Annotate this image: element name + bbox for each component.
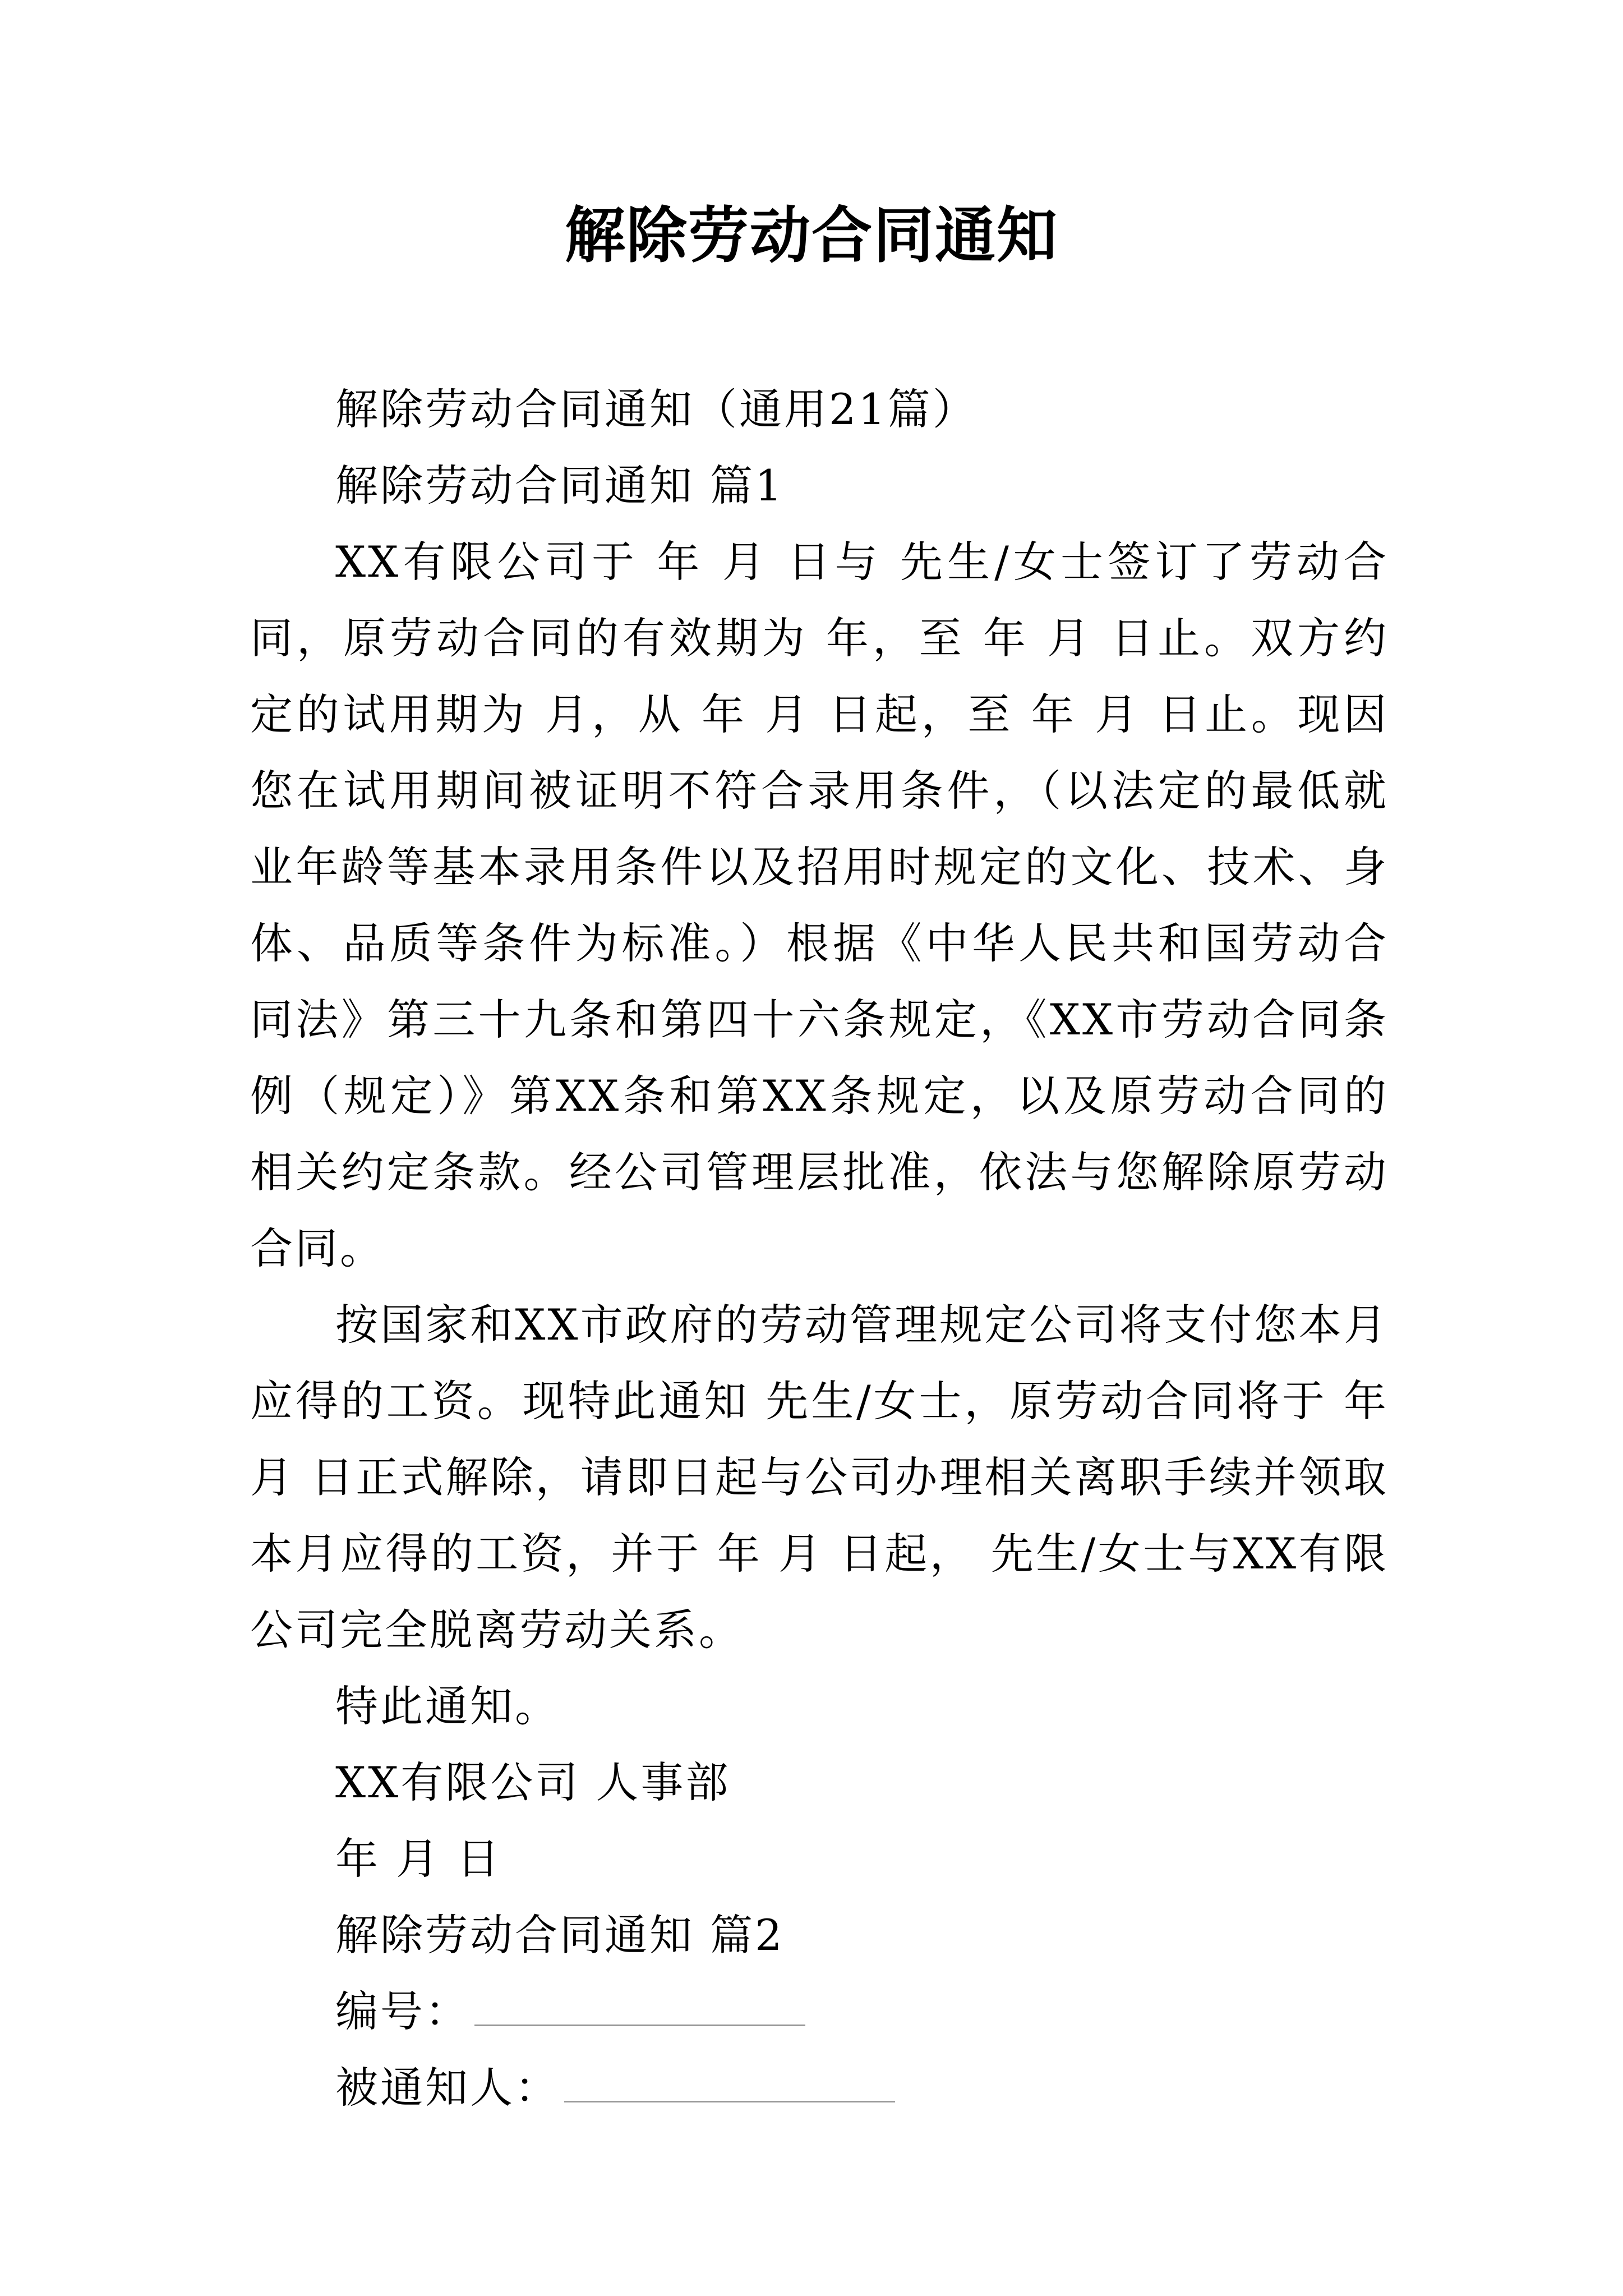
number-field-row (250, 1973, 1389, 2050)
section-heading-1: 解除劳动合同通知 篇1 (335, 461, 785, 510)
notified-label: 被通知人： (335, 2063, 560, 2113)
document-body (250, 371, 1389, 2126)
signature-date: 年 月 日 (335, 1834, 502, 1884)
paragraph-contract-termination: XX有限公司于 年 月 日与 先生/女士签订了劳动合同，原劳动合同的有效期为 年，至 年 月 日止。双方约定的试用期为 月，从 年 月 日起，至 年 月 日止。现因您在试用期间被证明不符合录用条件，（以法定的最低就业年龄等基本录用条件以及招用时规定的文化、技术、身体、品质等条件为标准。）根据《中华人民共和国劳动合同法》第三十九条和第四十六条规定，《XX市劳动合同条例（规定）》第XX条和第XX条规定，以及原劳动合同的相关约定条款。经公司管理层批准，依法与您解除原劳动合同。 (250, 537, 1389, 1273)
number-blank-line (474, 1991, 805, 2026)
notified-field-row (250, 2050, 1389, 2126)
number-label: 编号： (335, 1986, 470, 2036)
notified-blank-line (564, 2067, 895, 2102)
section-heading-2: 解除劳动合同通知 篇2 (335, 1910, 785, 1960)
subtitle-line: 解除劳动合同通知（通用21篇） (335, 384, 978, 434)
signature-department: XX有限公司 人事部 (335, 1757, 731, 1807)
document-title: 解除劳动合同通知 (564, 200, 1058, 271)
paragraph-wage-payment: 按国家和XX市政府的劳动管理规定公司将支付您本月应得的工资。现特此通知 先生/女士，原劳动合同将于 年 月 日正式解除，请即日起与公司办理相关离职手续并领取本月应得的工资，并于 年 月 日起， 先生/女士与XX有限公司完全脱离劳动关系。 (250, 1300, 1389, 1655)
closing-notice: 特此通知。 (335, 1681, 560, 1731)
